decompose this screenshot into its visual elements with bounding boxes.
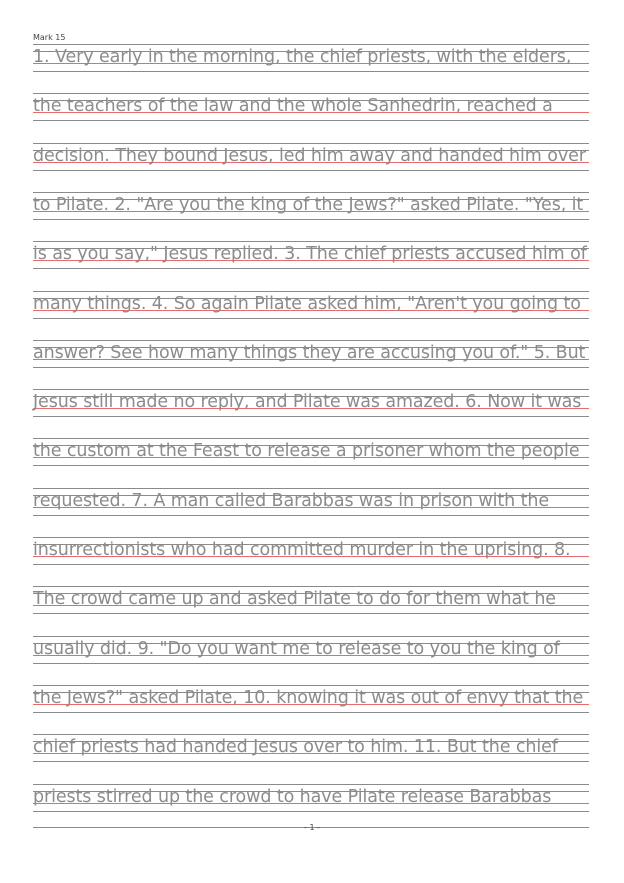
tracing-text: Jesus still made no reply, and Pilate was amazed. 6. Now it was xyxy=(33,392,582,413)
bottom-guide-line xyxy=(33,170,589,171)
practice-row xyxy=(33,586,589,626)
bottom-guide-line xyxy=(33,811,589,812)
tracing-text: the teachers of the law and the whole Sanhedrin, reached a xyxy=(33,96,553,117)
tracing-text: many things. 4. So again Pilate asked him, "Aren't you going to xyxy=(33,293,581,314)
top-guide-line xyxy=(33,636,589,637)
tracing-text: priests stirred up the crowd to have Pilate release Barabbas xyxy=(33,786,552,807)
tracing-text: to Pilate. 2. "Are you the king of the Jews?" asked Pilate. "Yes, it xyxy=(33,194,584,215)
practice-row xyxy=(33,389,589,429)
top-guide-line xyxy=(33,44,589,45)
bottom-guide-line xyxy=(33,318,589,319)
practice-row xyxy=(33,734,589,774)
top-guide-line xyxy=(33,438,589,439)
tracing-text: decision. They bound Jesus, led him away and handed him over xyxy=(33,145,586,166)
practice-row xyxy=(33,192,589,232)
bottom-guide-line xyxy=(33,613,589,614)
tracing-text: The crowd came up and asked Pilate to do for them what he xyxy=(33,589,556,610)
bottom-guide-line xyxy=(33,71,589,72)
bottom-guide-line xyxy=(33,416,589,417)
tracing-text: chief priests had handed Jesus over to him. 11. But the chief xyxy=(33,737,558,758)
top-guide-line xyxy=(33,93,589,94)
tracing-text: requested. 7. A man called Barabbas was in prison with the xyxy=(33,490,550,511)
top-guide-line xyxy=(33,389,589,390)
tracing-text: the custom at the Feast to release a prisoner whom the people xyxy=(33,441,580,462)
top-guide-line xyxy=(33,537,589,538)
top-guide-line xyxy=(33,291,589,292)
top-guide-line xyxy=(33,488,589,489)
bottom-guide-line xyxy=(33,367,589,368)
tracing-text: 1. Very early in the morning, the chief priests, with the elders, xyxy=(33,47,572,67)
bottom-guide-line xyxy=(33,564,589,565)
practice-row xyxy=(33,291,589,331)
practice-row xyxy=(33,537,589,577)
practice-row xyxy=(33,143,589,183)
top-guide-line xyxy=(33,143,589,144)
chapter-header: Mark 15 xyxy=(33,33,66,42)
top-guide-line xyxy=(33,340,589,341)
bottom-guide-line xyxy=(33,219,589,220)
tracing-text: the Jews?" asked Pilate, 10. knowing it was out of envy that the xyxy=(33,687,584,708)
page-number: - 1 - xyxy=(304,823,320,832)
practice-row xyxy=(33,44,589,84)
practice-row xyxy=(33,488,589,528)
bottom-guide-line xyxy=(33,712,589,713)
practice-row xyxy=(33,241,589,281)
practice-row xyxy=(33,93,589,133)
top-guide-line xyxy=(33,734,589,735)
practice-row xyxy=(33,438,589,478)
practice-row xyxy=(33,636,589,676)
bottom-guide-line xyxy=(33,515,589,516)
top-guide-line xyxy=(33,784,589,785)
top-guide-line xyxy=(33,192,589,193)
handwriting-practice-lines xyxy=(33,0,589,883)
practice-row xyxy=(33,784,589,824)
bottom-guide-line xyxy=(33,465,589,466)
practice-row xyxy=(33,685,589,725)
tracing-text: is as you say," Jesus replied. 3. The chief priests accused him of xyxy=(33,244,587,265)
tracing-text: insurrectionists who had committed murder in the uprising. 8. xyxy=(33,540,571,560)
bottom-guide-line xyxy=(33,120,589,121)
bottom-guide-line xyxy=(33,268,589,269)
practice-row xyxy=(33,340,589,380)
tracing-text: usually did. 9. "Do you want me to release to you the king of xyxy=(33,638,560,659)
tracing-text: answer? See how many things they are accusing you of." 5. But xyxy=(33,342,586,363)
top-guide-line xyxy=(33,241,589,242)
bottom-guide-line xyxy=(33,663,589,664)
top-guide-line xyxy=(33,586,589,587)
bottom-guide-line xyxy=(33,761,589,762)
top-guide-line xyxy=(33,685,589,686)
